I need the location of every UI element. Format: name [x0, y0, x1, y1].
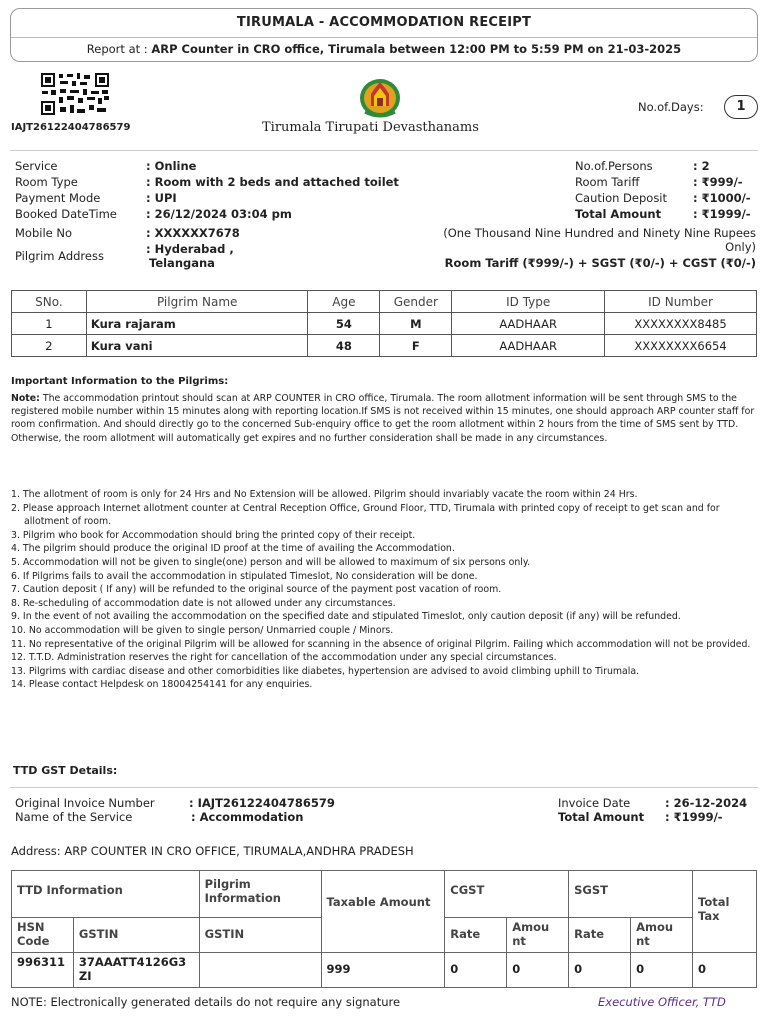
cell-name: Kura rajaram [86, 313, 308, 335]
list-item: 1. The allotment of room is only for 24 Hrs and No Extension will be allowed. Pilgrim should invariably vacate the room within 24 Hrs. [11, 489, 638, 500]
payment-mode-value: : UPI [146, 191, 177, 205]
cell-gender: F [380, 335, 452, 357]
gstin-header: GSTIN [73, 918, 199, 953]
cell-hsn: 996311 [12, 953, 74, 988]
booked-datetime-value: : 26/12/2024 03:04 pm [146, 207, 292, 221]
cell-cgst-amount: 0 [507, 953, 569, 988]
address-line1: : Hyderabad , [146, 242, 234, 256]
invoice-date-label: Invoice Date [558, 796, 631, 810]
room-type-value: : Room with 2 beds and attached toilet [146, 175, 399, 189]
total-amount-value: : ₹1999/- [693, 207, 751, 221]
list-item: 5. Accommodation will not be given to single(one) person and will be allowed to maximum of six persons only. [11, 556, 531, 568]
service-label: Service [15, 159, 58, 173]
cell-id-number: XXXXXXXX8485 [605, 313, 757, 335]
rules-list [11, 488, 757, 692]
list-item: 3. Pilgrim who book for Accommodation should bring the printed copy of their receipt. [11, 529, 416, 541]
gst-heading: TTD GST Details: [13, 764, 118, 777]
mobile-value: : XXXXXX7678 [146, 226, 240, 240]
room-tariff-label: Room Tariff [575, 175, 640, 189]
col-age: Age [308, 291, 380, 313]
list-item: 9. In the event of not availing the accommodation on the specified date and stipulated Timeslot, only caution deposit (if any) will be refunded. [11, 611, 681, 623]
cell-sgst-rate: 0 [569, 953, 631, 988]
persons-label: No.of.Persons [575, 159, 653, 173]
report-text: ARP Counter in CRO office, Tirumala between 12:00 PM to 5:59 PM on 21-03-2025 [151, 42, 682, 56]
info-heading: Important Information to the Pilgrims: [11, 376, 229, 387]
service-name-label: Name of the Service [15, 810, 133, 824]
sgst-header: SGST [569, 871, 693, 918]
gst-table [11, 870, 757, 988]
table-header-row [12, 291, 757, 313]
pilgrim-info-header: Pilgrim Information [199, 871, 321, 918]
cell-age: 54 [308, 313, 380, 335]
list-item: 2. Please approach Internet allotment counter at Central Reception Office, Ground Floor, TTD, Tirumala with printed copy of receipt to get scan and for allotment of room. [11, 502, 720, 528]
table-row [12, 953, 757, 988]
cell-sno: 1 [12, 313, 87, 335]
col-id-type: ID Type [452, 291, 605, 313]
divider [10, 787, 758, 788]
list-item: 4. The pilgrim should produce the original ID proof at the time of availing the Accommodation. [11, 543, 455, 555]
gst-total-value: : ₹1999/- [665, 810, 723, 824]
hsn-header: HSN Code [12, 918, 74, 953]
cell-cgst-rate: 0 [445, 953, 507, 988]
gst-address: Address: ARP COUNTER IN CRO OFFICE, TIRUMALA,ANDHRA PRADESH [11, 844, 414, 858]
cell-name: Kura vani [86, 335, 308, 357]
address-label: Pilgrim Address [15, 249, 104, 263]
cell-gstin: 37AAATT4126G3ZI [73, 953, 199, 988]
persons-value: : 2 [693, 159, 710, 173]
header-divider [11, 37, 757, 38]
amount-in-words-2: Only) [725, 240, 756, 254]
room-type-label: Room Type [15, 175, 78, 189]
col-sno: SNo. [12, 291, 87, 313]
cell-gender: M [380, 313, 452, 335]
list-item: 8. Re-scheduling of accommodation date is not allowed under any circumstances. [11, 597, 396, 609]
qr-code-icon [40, 72, 110, 116]
col-gender: Gender [380, 291, 452, 313]
mobile-label: Mobile No [15, 226, 73, 240]
receipt-header [10, 8, 758, 62]
sgst-amount-header: Amou nt [631, 918, 693, 953]
cgst-amount-header: Amou nt [507, 918, 569, 953]
col-pilgrim-name: Pilgrim Name [86, 291, 308, 313]
org-name: Tirumala Tirupati Devasthanams [262, 120, 479, 135]
report-prefix: Report at : [86, 42, 152, 56]
pilgrim-table [11, 290, 757, 357]
list-item: 14. Please contact Helpdesk on 18004254141 for any enquiries. [11, 679, 313, 691]
amount-in-words: (One Thousand Nine Hundred and Ninety Nine Rupees [443, 226, 756, 240]
cell-total-tax: 0 [693, 953, 757, 988]
caution-deposit-value: : ₹1000/- [693, 191, 751, 205]
footer-signatory: Executive Officer, TTD [598, 995, 726, 1009]
gst-total-label: Total Amount [558, 810, 645, 824]
total-tax-header: Total Tax [693, 871, 757, 953]
days-value: 1 [724, 95, 758, 119]
room-tariff-value: : ₹999/- [693, 175, 743, 189]
caution-deposit-label: Caution Deposit [575, 191, 668, 205]
note-text: The accommodation printout should scan at ARP COUNTER in CRO office, Tirumala. The room allotment information will be sent through SMS to the registered mobile number within 15 minutes along with reporting location.If SMS is not received within 15 minutes, one should approach ARP counter staff for room confirmation. And should directly go to the concerned Sub-enquiry office to get the room allotment within 2 hours from the time of SMS sent by TTD. Otherwise, the room allotment will automatically get expires and no further consideration shall be made in any circumstances. [11, 393, 755, 444]
footer-note: NOTE: Electronically generated details do not require any signature [11, 995, 401, 1009]
sgst-rate-header: Rate [569, 918, 631, 953]
report-line [11, 42, 757, 56]
ttd-info-header: TTD Information [12, 871, 200, 918]
list-item: 6. If Pilgrims fails to avail the accommodation in stipulated Timeslot, No consideration will be done. [11, 570, 478, 582]
cell-id-number: XXXXXXXX6654 [605, 335, 757, 357]
invoice-number-label: Original Invoice Number [15, 796, 155, 810]
cell-taxable: 999 [321, 953, 445, 988]
cell-pilgrim-gstin [199, 953, 321, 988]
cell-sno: 2 [12, 335, 87, 357]
cell-age: 48 [308, 335, 380, 357]
total-amount-label: Total Amount [575, 207, 662, 221]
list-item: 13. Pilgrims with cardiac disease and other comorbidities like diabetes, hypertension are advised to avoid climbing uphill to Tirumala. [11, 665, 640, 677]
receipt-title: TIRUMALA - ACCOMMODATION RECEIPT [236, 15, 532, 30]
col-id-number: ID Number [605, 291, 757, 313]
tariff-breakup: Room Tariff (₹999/-) + SGST (₹0/-) + CGST (₹0/-) [444, 256, 756, 270]
taxable-amount-header: Taxable Amount [321, 871, 445, 953]
note-label: Note: [11, 393, 40, 404]
cell-id-type: AADHAAR [452, 313, 605, 335]
list-item: 10. No accommodation will be given to single person/ Unmarried couple / Minors. [11, 624, 394, 636]
invoice-date-value: : 26-12-2024 [665, 796, 748, 810]
receipt-id: IAJT26122404786579 [11, 122, 131, 133]
service-value: : Online [146, 159, 197, 173]
payment-mode-label: Payment Mode [15, 191, 101, 205]
list-item: 7. Caution deposit ( If any) will be refunded to the original source of the payment post vacation of room. [11, 584, 502, 596]
list-item: 12. T.T.D. Administration reserves the right for cancellation of the accommodation under any special circumstances. [11, 652, 557, 664]
pilgrim-gstin-header: GSTIN [199, 918, 321, 953]
table-row [12, 335, 757, 357]
invoice-number-value: : IAJT26122404786579 [189, 796, 335, 810]
service-name-value: : Accommodation [191, 810, 304, 824]
gst-header-row [12, 871, 757, 918]
list-item: 11. No representative of the original Pilgrim will be allowed for scanning in the absence of original Pilgrim. Failing which accommodation will not be provided. [11, 638, 751, 650]
cgst-header: CGST [445, 871, 569, 918]
address-line2: Telangana [149, 256, 215, 270]
days-label: No.of.Days: [638, 100, 704, 114]
divider [10, 150, 758, 151]
table-row [12, 313, 757, 335]
cell-sgst-amount: 0 [631, 953, 693, 988]
cell-id-type: AADHAAR [452, 335, 605, 357]
booked-datetime-label: Booked DateTime [15, 207, 117, 221]
important-note [11, 392, 759, 445]
cgst-rate-header: Rate [445, 918, 507, 953]
ttd-emblem-icon [355, 74, 405, 118]
